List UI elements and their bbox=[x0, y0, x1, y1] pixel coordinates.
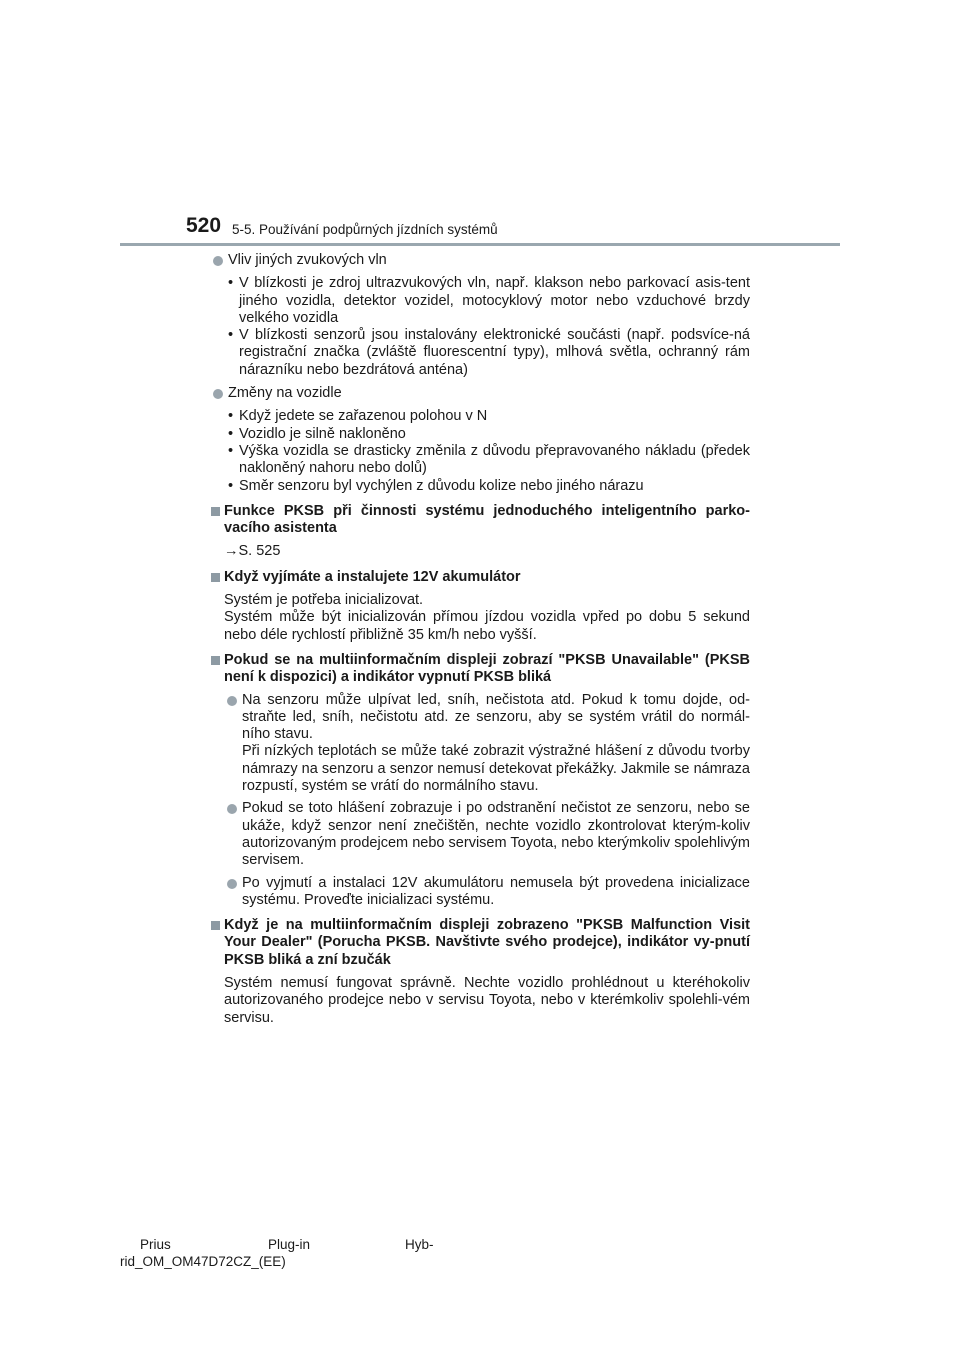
header-rule bbox=[120, 243, 840, 246]
page-number: 520 bbox=[186, 214, 222, 237]
list-item: • Vozidlo je silně nakloněno bbox=[228, 426, 750, 443]
section-heading-pksb-malfunction: Když je na multiinformačním displeji zobrazeno "PKSB Malfunction Visit Your Dealer" (Porucha PKSB. Navštivte svého prodejce), indikátor vy-pnutí PKSB bliká a zní bzučák bbox=[210, 917, 750, 969]
footer-word-prius: Prius bbox=[140, 1237, 171, 1252]
square-bullet-icon bbox=[211, 573, 220, 582]
circle-bullet-icon bbox=[213, 389, 223, 399]
circle-bullet-battery-init: Po vyjmutí a instalaci 12V akumulátoru nemusela být provedena inicializace systému. Proveďte inicializaci systému. bbox=[224, 875, 750, 910]
circle-bullet-icon bbox=[227, 879, 237, 889]
footer-word-plugin: Plug-in bbox=[268, 1237, 311, 1252]
footer-doc-code: rid_OM_OM47D72CZ_(EE) bbox=[120, 1254, 286, 1269]
list-item: • V blízkosti je zdroj ultrazvukových vln, např. klakson nebo parkovací asis-tent jiného vozidla, detektor vozidel, motocyklový motor nebo vzduchové brzdy velkého vozidla bbox=[228, 275, 750, 327]
section-heading-pksb-parking-assist: Funkce PKSB při činnosti systému jednoduchého inteligentního parko-vacího asistenta bbox=[210, 503, 750, 538]
section-title: 5-5. Používání podpůrných jízdních systémů bbox=[232, 222, 498, 237]
footer-word-hyb: Hyb- bbox=[405, 1237, 434, 1252]
circle-bullet-icon bbox=[227, 696, 237, 706]
section-heading-12v-battery: Když vyjímáte a instalujete 12V akumulátor bbox=[210, 569, 750, 586]
footer-doc-id bbox=[120, 1236, 440, 1270]
square-bullet-icon bbox=[211, 656, 220, 665]
circle-bullet-other-sound-waves: Vliv jiných zvukových vln bbox=[210, 252, 750, 269]
page-reference-link[interactable]: →S. 525 bbox=[224, 543, 281, 560]
circle-bullet-sensor-dirt: Na senzoru může ulpívat led, sníh, nečistota atd. Pokud k tomu dojde, od-straňte led, sníh, nečistotu atd. ze senzoru, aby se systém vrátil do normál-ního stavu. Při nízkých teplotách se může také zobrazit výstražné hlášení z důvodu tvorby námrazy na senzoru a senzor nemusí detekovat překážky. Jakmile se námraza rozpustí, systém se vrátí do normálního stavu. bbox=[224, 692, 750, 796]
paragraph-malfunction: Systém nemusí fungovat správně. Nechte vozidlo prohlédnout u kteréhokoliv autorizovaného prodejce nebo v servisu Toyota, nebo v kterémkoliv spolehli-vém servisu. bbox=[224, 974, 750, 1026]
page-content bbox=[210, 252, 750, 1027]
section-heading-pksb-unavailable: Pokud se na multiinformačním displeji zobrazí "PKSB Unavailable" (PKSB není k dispozici) a indikátor vypnutí PKSB bliká bbox=[210, 652, 750, 687]
paragraph-battery-init: Systém je potřeba inicializovat. Systém může být inicializován přímou jízdou vozidla vpřed po dobu 5 sekund nebo déle rychlostí přibližně 35 km/h nebo vyšší. bbox=[224, 592, 750, 643]
bullet-list-sound-waves bbox=[228, 275, 750, 379]
list-item: • Výška vozidla se drasticky změnila z důvodu přepravovaného nákladu (předek nakloněný nahoru nebo dolů) bbox=[228, 443, 750, 478]
circle-bullet-icon bbox=[227, 804, 237, 814]
square-bullet-icon bbox=[211, 507, 220, 516]
circle-bullet-icon bbox=[213, 256, 223, 266]
list-item: • V blízkosti senzorů jsou instalovány elektronické součásti (např. podsvíce-ná registrační značka (zvláště fluorescentní typy), mlhová světla, ochranný rám nárazníku nebo bezdrátová anténa) bbox=[228, 327, 750, 379]
circle-bullet-message-persists: Pokud se toto hlášení zobrazuje i po odstranění nečistot ze senzoru, nebo se ukáže, když senzor není znečištěn, nechte vozidlo zkontrolovat kterým-koliv autorizovaným prodejcem nebo servisem Toyota, nebo kterýmkoliv spolehlivým servisem. bbox=[224, 800, 750, 869]
list-item: • Směr senzoru byl vychýlen z důvodu kolize nebo jiného nárazu bbox=[228, 478, 750, 495]
bullet-list-vehicle-changes bbox=[228, 408, 750, 494]
square-bullet-icon bbox=[211, 921, 220, 930]
list-item: • Když jedete se zařazenou polohou v N bbox=[228, 408, 750, 425]
circle-bullet-vehicle-changes: Změny na vozidle bbox=[210, 385, 750, 402]
